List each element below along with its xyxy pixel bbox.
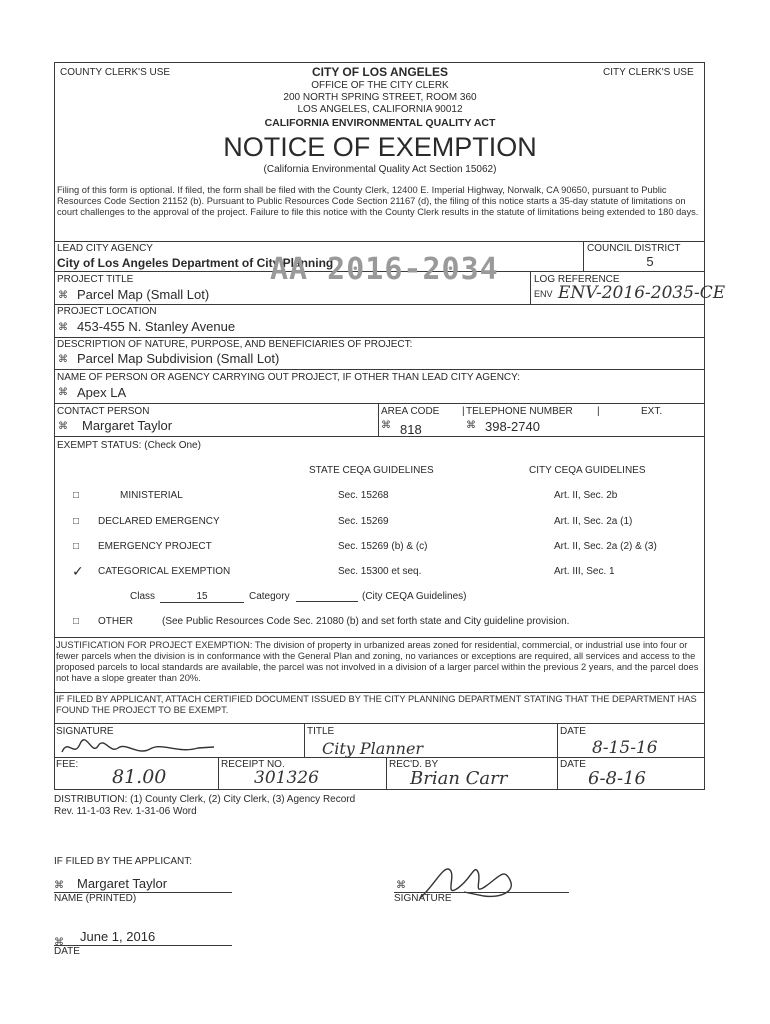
bullet-icon: ⌘ bbox=[58, 354, 68, 365]
project-title-label: PROJECT TITLE bbox=[57, 274, 134, 285]
checkbox-declared-emergency[interactable]: □ bbox=[73, 516, 80, 527]
class-label: Class bbox=[130, 591, 156, 602]
contact-person-value: Margaret Taylor bbox=[82, 418, 173, 433]
council-district-label: COUNCIL DISTRICT bbox=[587, 243, 681, 254]
categorical-exemption-city-ref: Art. III, Sec. 1 bbox=[554, 566, 615, 577]
receipt-value: 301326 bbox=[254, 768, 319, 788]
city-clerk-tag: CITY CLERK'S USE bbox=[603, 67, 694, 78]
date-value: 8-15-16 bbox=[592, 738, 658, 758]
log-reference-label: LOG REFERENCE bbox=[534, 274, 620, 285]
declared-emergency-state-ref: Sec. 15269 bbox=[338, 516, 389, 527]
exempt-status-label: EXEMPT STATUS: (Check One) bbox=[57, 440, 201, 451]
state-ceqa-header: STATE CEQA GUIDELINES bbox=[309, 465, 434, 476]
checkbox-ministerial[interactable]: □ bbox=[73, 490, 80, 501]
recd-by-label: REC'D. BY bbox=[389, 759, 439, 770]
categorical-exemption-label: CATEGORICAL EXEMPTION bbox=[98, 566, 231, 577]
county-clerk-tag: COUNTY CLERK'S USE bbox=[60, 67, 171, 78]
lead-agency-value: City of Los Angeles Department of City Planning bbox=[57, 256, 334, 270]
bullet-icon: ⌘ bbox=[381, 420, 391, 431]
area-code-label: AREA CODE bbox=[381, 406, 440, 417]
intro-paragraph: Filing of this form is optional. If filed, the form shall be filed with the County Clerk, 12400 E. Imperial Highway, Norwalk, CA 90650, pursuant to Public Resources Code Section 21152 (b). Pursuant to Public Resources Code Section 21167 (d), the filing of this notice starts a 35-day statute of limitations on court challenges to the approval of the project. Failure to file this notice with the County Clerk results in the statute of limitations being extended to 180 days. bbox=[57, 185, 699, 217]
title-value: City Planner bbox=[322, 739, 424, 758]
distribution-text: DISTRIBUTION: (1) County Clerk, (2) City Clerk, (3) Agency Record bbox=[54, 794, 356, 805]
date2-value: 6-8-16 bbox=[588, 768, 646, 789]
act-name: CALIFORNIA ENVIRONMENTAL QUALITY ACT bbox=[264, 117, 496, 129]
bullet-icon: ⌘ bbox=[58, 290, 68, 301]
category-label: Category bbox=[249, 591, 290, 602]
fee-label: FEE: bbox=[56, 759, 79, 770]
checkbox-other[interactable]: □ bbox=[73, 616, 80, 627]
bullet-icon: ⌘ bbox=[54, 880, 64, 891]
class-value: 15 bbox=[160, 591, 244, 603]
contact-person-label: CONTACT PERSON bbox=[57, 406, 150, 417]
city-ceqa-header: CITY CEQA GUIDELINES bbox=[529, 465, 646, 476]
applicant-name-value: Margaret Taylor bbox=[77, 876, 168, 891]
emergency-project-label: EMERGENCY PROJECT bbox=[98, 541, 212, 552]
env-number: ENV-2016-2035-CE bbox=[558, 283, 726, 303]
ext-label: EXT. bbox=[641, 406, 663, 417]
category-suffix: (City CEQA Guidelines) bbox=[362, 591, 467, 602]
bullet-icon: ⌘ bbox=[58, 387, 68, 398]
page-subtitle: (California Environmental Quality Act Section 15062) bbox=[263, 164, 497, 175]
carrier-value: Apex LA bbox=[77, 385, 127, 400]
applicant-date-label: DATE bbox=[54, 946, 80, 957]
telephone-label: TELEPHONE NUMBER bbox=[466, 406, 573, 417]
lead-agency-label: LEAD CITY AGENCY bbox=[57, 243, 153, 254]
description-value: Parcel Map Subdivision (Small Lot) bbox=[77, 351, 280, 366]
categorical-exemption-state-ref: Sec. 15300 et seq. bbox=[338, 566, 422, 577]
emergency-project-state-ref: Sec. 15269 (b) & (c) bbox=[338, 541, 428, 552]
bullet-icon: ⌘ bbox=[466, 420, 476, 431]
recd-by-value: Brian Carr bbox=[410, 768, 508, 789]
receipt-label: RECEIPT NO. bbox=[221, 759, 285, 770]
project-title-value: Parcel Map (Small Lot) bbox=[77, 287, 210, 302]
page-title: NOTICE OF EXEMPTION bbox=[223, 132, 537, 162]
signature-label: SIGNATURE bbox=[56, 726, 114, 737]
bullet-icon: ⌘ bbox=[396, 880, 406, 891]
title-label: TITLE bbox=[307, 726, 335, 737]
address-line-1: 200 NORTH SPRING STREET, ROOM 360 bbox=[283, 92, 477, 103]
justification-text: JUSTIFICATION FOR PROJECT EXEMPTION: The division of property in urbanized areas zoned for residential, commercial, or industrial use into four or fewer parcels when the division is in conformance with the General Plan and zoning, no variances or exceptions are required, all services and access to the proposed parcels to local standards are available, the parcel was not involved in a division of a larger parcel within the previous 2 years, and the parcel does not have a slope greater than 20%. bbox=[56, 640, 699, 683]
other-label: OTHER bbox=[98, 616, 133, 627]
ministerial-label: MINISTERIAL bbox=[120, 490, 183, 501]
date2-label: DATE bbox=[560, 759, 586, 770]
fee-value: 81.00 bbox=[112, 766, 167, 788]
revision-text: Rev. 11-1-03 Rev. 1-31-06 Word bbox=[54, 806, 197, 817]
description-label: DESCRIPTION OF NATURE, PURPOSE, AND BENEFICIARIES OF PROJECT: bbox=[57, 339, 413, 350]
office-name: OFFICE OF THE CITY CLERK bbox=[311, 80, 449, 91]
project-location-label: PROJECT LOCATION bbox=[57, 306, 157, 317]
date-label: DATE bbox=[560, 726, 586, 737]
ministerial-city-ref: Art. II, Sec. 2b bbox=[554, 490, 618, 501]
bullet-icon: ⌘ bbox=[58, 322, 68, 333]
if-filed-label: IF FILED BY THE APPLICANT: bbox=[54, 856, 193, 867]
ministerial-state-ref: Sec. 15268 bbox=[338, 490, 389, 501]
other-text: (See Public Resources Code Sec. 21080 (b) and set forth state and City guideline provision. bbox=[162, 616, 570, 627]
address-line-2: LOS ANGELES, CALIFORNIA 90012 bbox=[297, 104, 463, 115]
bullet-icon: ⌘ bbox=[54, 937, 64, 948]
carrier-label: NAME OF PERSON OR AGENCY CARRYING OUT PROJECT, IF OTHER THAN LEAD CITY AGENCY: bbox=[57, 372, 521, 383]
council-district-value: 5 bbox=[646, 254, 654, 269]
declared-emergency-city-ref: Art. II, Sec. 2a (1) bbox=[554, 516, 633, 527]
applicant-date-value: June 1, 2016 bbox=[80, 929, 156, 944]
env-label: ENV bbox=[534, 289, 553, 299]
declared-emergency-label: DECLARED EMERGENCY bbox=[98, 516, 220, 527]
applicant-signature-label: SIGNATURE bbox=[394, 893, 452, 904]
checkbox-categorical-exemption[interactable]: ✓ bbox=[72, 563, 84, 579]
project-location-value: 453-455 N. Stanley Avenue bbox=[77, 319, 236, 334]
applicant-name-label: NAME (PRINTED) bbox=[54, 893, 137, 904]
bullet-icon: ⌘ bbox=[58, 421, 68, 432]
receipt-stamp: AA 2016-2034 bbox=[270, 252, 499, 287]
city-name: CITY OF LOS ANGELES bbox=[311, 65, 448, 79]
telephone-value: 398-2740 bbox=[485, 419, 540, 434]
area-code-value: 818 bbox=[400, 422, 422, 437]
checkbox-emergency-project[interactable]: □ bbox=[73, 541, 80, 552]
category-value bbox=[296, 591, 358, 602]
emergency-project-city-ref: Art. II, Sec. 2a (2) & (3) bbox=[554, 541, 657, 552]
applicant-note: IF FILED BY APPLICANT, ATTACH CERTIFIED DOCUMENT ISSUED BY THE CITY PLANNING DEPARTMENT STATING THAT THE DEPARTMENT HAS FOUND THE PROJECT TO BE EXEMPT. bbox=[56, 694, 697, 715]
